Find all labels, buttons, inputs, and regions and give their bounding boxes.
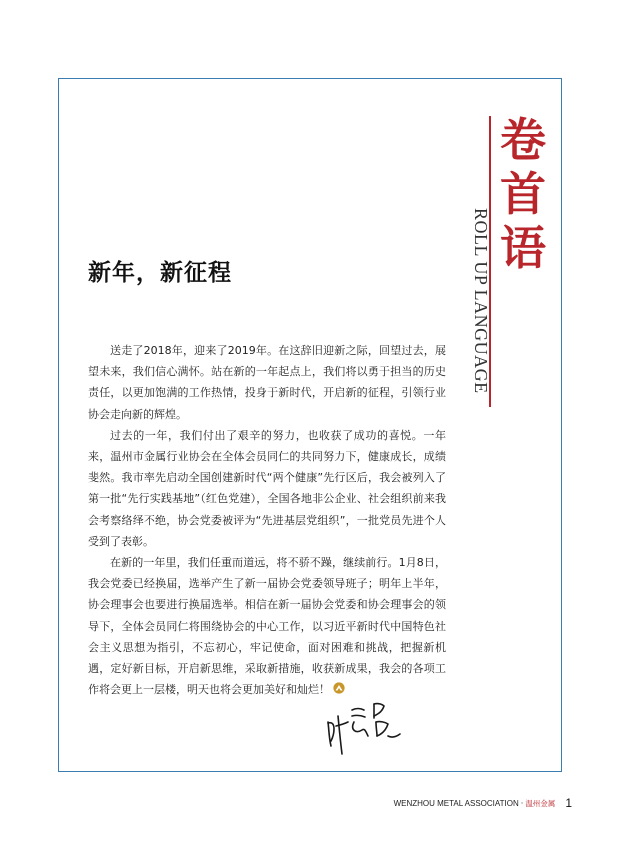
article-paragraph-text: 在新的一年里，我们任重而道远，将不骄不躁，继续前行。1月8日，我会党委已经换届，选举产生了新一届协会党委领导班子；明年上半年，协会理事会也要进行换届选举。相信在新一届协会党委和协会理事会的领导下，全体会员同仁将围绕协会的中心工作，以习近平新时代中国特色社会主义思想为指引，不忘初心，牢记使命，面对困难和挑战，把握新机遇，定好新目标，开启新思维，采取新措施，收获新成果，我会的各项工作将会更上一层楼，明天也将会更加美好和灿烂！ — [88, 556, 446, 697]
section-title-char: 卷 — [500, 113, 546, 167]
section-title-char: 语 — [500, 221, 546, 275]
page-number: 1 — [565, 796, 572, 810]
section-title — [497, 113, 549, 275]
section-title-english: ROLL UP LANGUAGE — [471, 208, 491, 394]
footer-separator: · — [520, 798, 524, 808]
section-title-char: 首 — [500, 167, 546, 221]
signature-image — [322, 696, 404, 756]
page-footer — [392, 795, 572, 811]
article-body — [88, 340, 446, 700]
article-paragraph-last — [88, 552, 446, 700]
end-mark-icon — [333, 682, 345, 694]
article-paragraph: 过去的一年，我们付出了艰辛的努力，也收获了成功的喜悦。一年来，温州市金属行业协会在全体会员同仁的共同努力下，健康成长，成绩斐然。我市率先启动全国创建新时代“两个健康”先行区后，我会被列入了第一批“先行实践基地”（红色党建），全国各地非公企业、社会组织前来我会考察络绎不绝，协会党委被评为“先进基层党组织”，一批党员先进个人受到了表彰。 — [88, 428, 446, 548]
footer-publication: 温州金属 — [525, 798, 556, 808]
footer-association: WENZHOU METAL ASSOCIATION — [393, 798, 519, 808]
article-headline: 新年，新征程 — [88, 260, 232, 286]
article-paragraph: 送走了2018年，迎来了2019年。在这辞旧迎新之际，回望过去，展望未来，我们信心满怀。站在新的一年起点上，我们将以勇于担当的历史责任，以更加饱满的工作热情，投身于新时代，开启新的征程，引领行业协会走向新的辉煌。 — [88, 344, 446, 421]
